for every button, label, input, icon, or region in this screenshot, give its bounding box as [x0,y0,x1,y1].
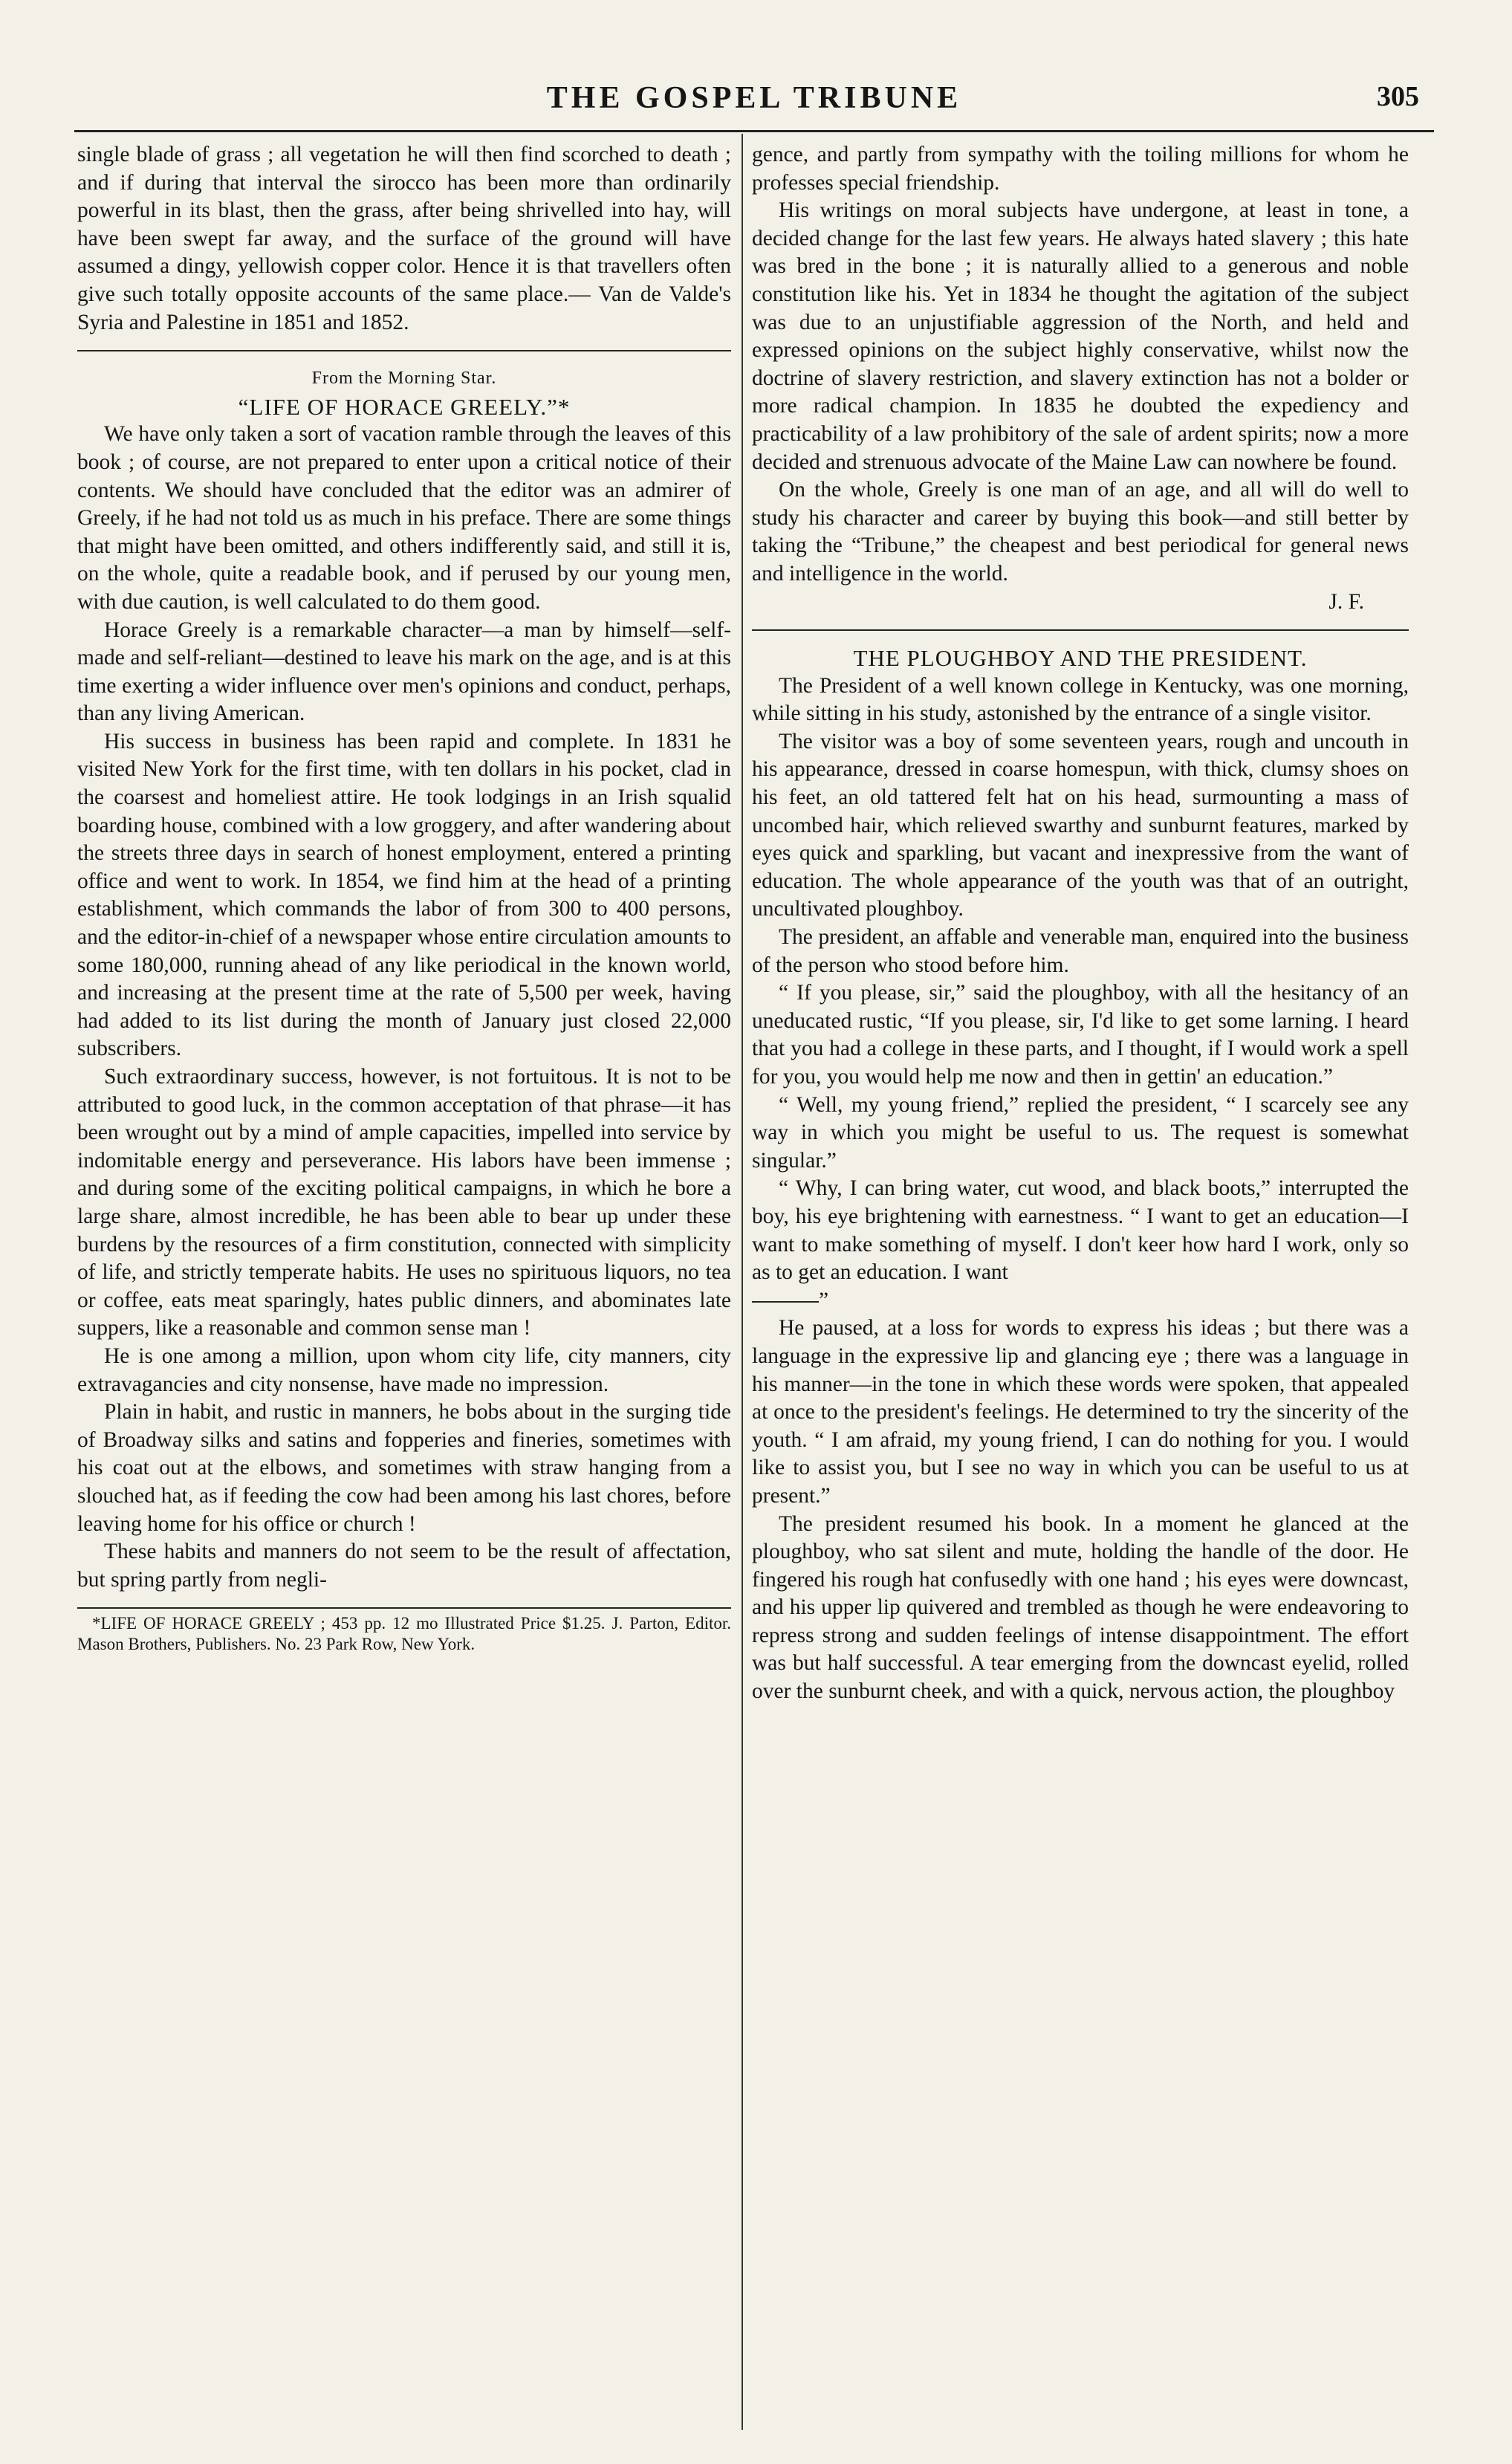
paragraph: His success in business has been rapid and complete. In 1831 he visited New York for the first time, with ten dollars in his pocket, clad in the coarsest and homeliest attire. He took lodgings in an Irish squalid boarding house, combined with a low groggery, and after wandering about the streets three days in search of honest employment, entered a printing office and went to work. In 1854, we find him at the head of a printing establishment, which commands the labor of from 300 to 400 persons, and the editor-in-chief of a newspaper whose entire circulation amounts to some 180,000, running ahead of any like periodical in the known world, and increasing at the present time at the rate of 5,500 per week, having had added to its list during the month of January just closed 22,000 subscribers. [77,729,731,1061]
paragraph: Such extraordinary success, however, is not fortuitous. It is not to be attributed to good luck, in the common acceptation of that phrase—it has been wrought out by a mind of ample capacities, impelled into service by indomitable energy and perseverance. His labors have been immense ; and during some of the exciting political campaigns, in which he bore a large share, almost incredible, he has been able to bear up under these burdens by the resources of a firm constitution, connected with simplicity of life, and strictly temperate habits. He uses no spirituous liquors, no tea or coffee, eats meat sparingly, hates public dinners, and abominates late suppers, like a reasonable and common sense man ! [77,1065,731,1340]
intro-paragraph: single blade of grass ; all vegetation he will then find scorched to death ; and if during that interval the sirocco has been more than ordinarily powerful in its blast, then the grass, after being shrivelled into hay, will have been swept far away, and the surface of the ground will have assumed a dingy, yellowish copper color. Hence it is that travellers often give such totally opposite accounts of the same place.— Van de Valde's Syria and Palestine in 1851 and 1852. [77,143,731,334]
paragraph: We have only taken a sort of vacation ramble through the leaves of this book ; of course, are not prepared to enter upon a critical notice of their contents. We should have concluded that the editor was an admirer of Greely, if he had not told us as much in his preface. There are some things that might have been omitted, and others indifferently said, and still it is, on the whole, quite a readable book, and if perused by our young men, with due caution, is well calculated to do them good. [77,422,731,614]
paragraph: These habits and manners do not seem to be the result of affectation, but spring partly from negli- [77,1540,731,1592]
paragraph: The President of a well known college in Kentucky, was one morning, while sitting in his study, astonished by the entrance of a single visitor. [752,673,1409,726]
page-header [74,80,1434,125]
footnote: *LIFE OF HORACE GREELY ; 453 pp. 12 mo Illustrated Price $1.25. J. Parton, Editor. Mason Brothers, Publishers. No. 23 Park Row, New York. [77,1614,731,1654]
paragraph: The president resumed his book. In a moment he glanced at the ploughboy, who sat silent and mute, holding the handle of the door. He fingered his rough hat confusedly with one hand ; his eyes were downcast, and his upper lip quivered and trembled as though he were endeavoring to repress strong and sudden feelings of intense disappointment. The effort was but half successful. A tear emerging from the downcast eyelid, rolled over the sunburnt cheek, and with a quick, nervous action, the ploughboy [752,1511,1409,1704]
paragraph: “ Well, my young friend,” replied the president, “ I scarcely see any way in which you might be useful to us. The request is somewhat singular.” [752,1092,1409,1173]
section-rule [752,629,1409,631]
paragraph: The visitor was a boy of some seventeen years, rough and uncouth in his appearance, dressed in coarse homespun, with thick, clumsy shoes on his feet, an old tattered felt hat on his head, surmounting a mass of uncombed hair, which relieved swarthy and sunburnt features, marked by eyes quick and sparkling, but vacant and inexpressive from the want of education. The whole appearance of the youth was that of an outright, uncultivated ploughboy. [752,729,1409,921]
header-rule [74,130,1434,132]
dash-rule [752,1301,819,1303]
paragraph: He paused, at a loss for words to express his ideas ; but there was a language in the expressive lip and glancing eye ; there was a language in his manner—in the tone in which these words were spoken, that appealed at once to the president's feelings. He determined to try the sincerity of the youth. “ I am afraid, my young friend, I can do nothing for you. I would like to assist you, but I see no way in which you can be useful to us at present.” [752,1316,1409,1508]
paragraph: gence, and partly from sympathy with the toiling millions for whom he professes special friendship. [752,143,1409,195]
page-number: 305 [1377,81,1419,112]
paragraph: Plain in habit, and rustic in manners, he bobs about in the surging tide of Broadway silks and satins and fopperies and fineries, sometimes with his coat out at the elbows, and sometimes with straw hanging from a slouched hat, as if feeding the cow had been among his last chores, before leaving home for his office or church ! [77,1400,731,1536]
dash-line [752,1287,1409,1315]
left-column [77,141,731,1655]
paragraph: He is one among a million, upon whom city life, city manners, city extravagancies and city nonsense, have made no impression. [77,1343,731,1396]
running-title: THE GOSPEL TRIBUNE [546,81,962,115]
article-title-ploughboy: THE PLOUGHBOY AND THE PRESIDENT. [853,645,1308,672]
paragraph: The president, an affable and venerable man, enquired into the business of the person who stood before him. [752,925,1409,977]
paragraph: “ If you please, sir,” said the ploughboy, with all the hesitancy of an uneducated rustic, “If you please, sir, I'd like to get some larning. I heard that you had a college in these parts, and I thought, if I would work a spell for you, you would help me now and then in gettin' an education.” [752,981,1409,1089]
right-column [752,141,1409,1706]
section-rule [77,350,731,351]
column-divider [742,134,743,2430]
paragraph: Horace Greely is a remarkable character—a man by himself—self-made and self-reliant—destined to leave his mark on the age, and is at this time exerting a wider influence over men's opinions and conduct, perhaps, than any living American. [77,617,731,726]
paragraph: His writings on moral subjects have undergone, at least in tone, a decided change for the last few years. He always hated slavery ; this hate was bred in the bone ; it is naturally allied to a generous and noble constitution like his. Yet in 1834 he thought the agitation of the subject was due to an unjustifiable aggression of the North, and held and expressed opinions on the subject highly conservative, whilst now the doctrine of slavery restriction, and slavery extinction has not a bolder or more radical champion. In 1835 he doubted the expediency and practicability of a law prohibitory of the sale of ardent spirits; now a more decided and strenuous advocate of the Maine Law can nowhere be found. [752,198,1409,474]
paragraph: On the whole, Greely is one man of an age, and all will do well to study his character and career by buying this book—and still better by taking the “Tribune,” the cheapest and best periodical for general news and intelligence in the world. [752,478,1409,586]
dash-close-quote: ” [819,1288,829,1312]
article-title-greely: “LIFE OF HORACE GREELY.”* [238,393,571,420]
signature: J. F. [1328,589,1364,614]
paragraph: “ Why, I can bring water, cut wood, and black boots,” interrupted the boy, his eye brightening with earnestness. “ I want to get an education—I want to make something of myself. I don't keer how hard I work, only so as to get an education. I want [752,1176,1409,1285]
footnote-rule [77,1607,731,1609]
source-line: From the Morning Star. [311,369,497,389]
